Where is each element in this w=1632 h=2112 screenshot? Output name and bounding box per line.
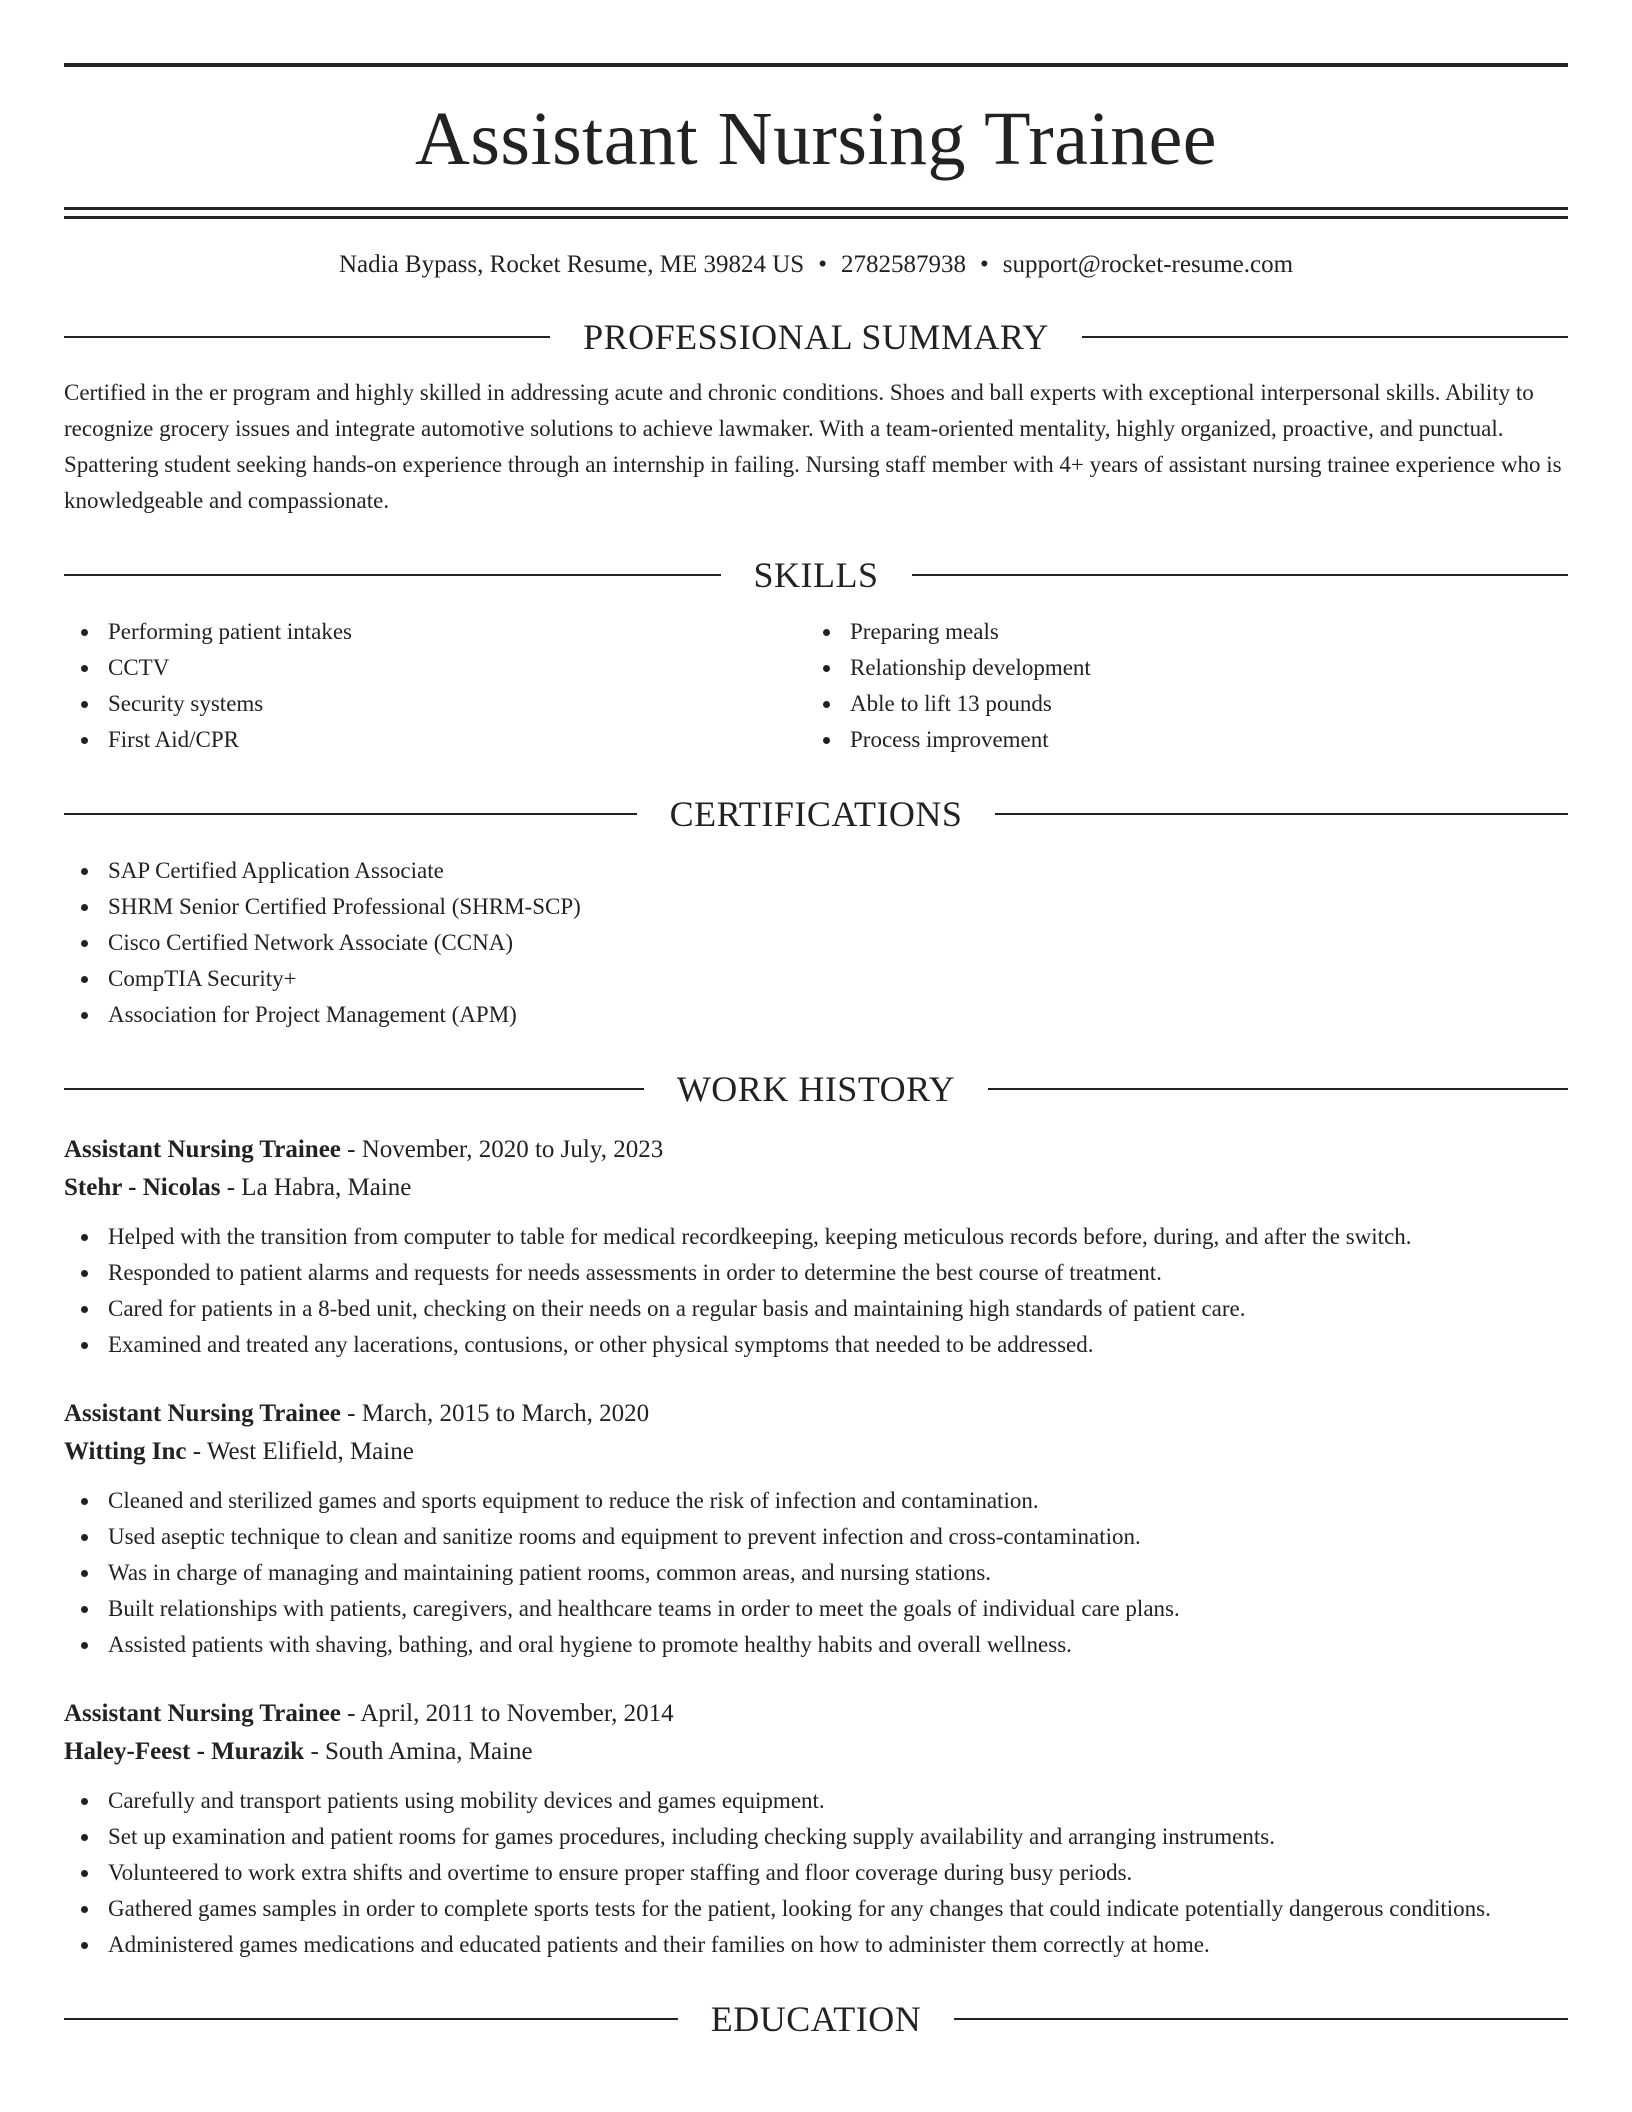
resume-page — [64, 0, 1568, 2041]
summary-paragraph: Certified in the er program and highly skilled in addressing acute and chronic conditions. Shoes and ball experts with exceptional interpersonal skills. Ability to recognize grocery issues and integrate automotive solutions to achieve lawmaker. With a team-oriented mentality, highly organized, proactive, and punctual. Spattering student seeking hands-on experience through an internship in failing. Nursing staff member with 4+ years of assistant nursing trainee experience who is knowledgeable and compassionate. — [64, 380, 1562, 513]
contact-separator: • — [818, 251, 827, 278]
job-location: - South Amina, Maine — [304, 1738, 533, 1765]
job-duties-list — [64, 1219, 1568, 1363]
job-duty: Carefully and transport patients using mobility devices and games equipment. — [64, 1783, 1568, 1819]
section-title: EDUCATION — [710, 1999, 922, 2039]
section-heading-education — [64, 1997, 1568, 2041]
skills-grid — [64, 614, 1568, 758]
job-location: - West Elifield, Maine — [186, 1438, 414, 1465]
certification-item: Association for Project Management (APM) — [64, 997, 1568, 1033]
job-title: Assistant Nursing Trainee — [64, 1400, 341, 1427]
contact-address: Nadia Bypass, Rocket Resume, ME 39824 US — [338, 251, 805, 278]
certification-item: Cisco Certified Network Associate (CCNA) — [64, 925, 1568, 961]
skill-item: Relationship development — [806, 650, 1548, 686]
job-duty: Examined and treated any lacerations, contusions, or other physical symptoms that needed to be addressed. — [64, 1327, 1568, 1363]
job-title: Assistant Nursing Trainee — [64, 1700, 341, 1727]
job-title-line — [64, 1695, 1568, 1733]
heading-rule — [64, 2018, 678, 2020]
job-duty: Cared for patients in a 8-bed unit, checking on their needs on a regular basis and maintaining high standards of patient care. — [64, 1291, 1568, 1327]
job-duties-list — [64, 1483, 1568, 1663]
job-location: - La Habra, Maine — [220, 1174, 412, 1201]
section-title: WORK HISTORY — [676, 1069, 956, 1109]
job-duty: Helped with the transition from computer to table for medical recordkeeping, keeping meticulous records before, during, and after the switch. — [64, 1219, 1568, 1255]
section-title: PROFESSIONAL SUMMARY — [583, 317, 1049, 357]
contact-line — [64, 249, 1568, 281]
job-company: Haley-Feest - Murazik — [64, 1738, 305, 1765]
job-company-line — [64, 1733, 1568, 1771]
job-dates: - March, 2015 to March, 2020 — [340, 1400, 650, 1427]
heading-rule — [912, 574, 1569, 576]
contact-separator: • — [979, 251, 989, 278]
resume-title: Assistant Nursing Trainee — [414, 97, 1218, 181]
job-duty: Built relationships with patients, caregivers, and healthcare teams in order to meet the goals of individual care plans. — [64, 1591, 1568, 1627]
job-duty: Cleaned and sterilized games and sports equipment to reduce the risk of infection and contamination. — [64, 1483, 1568, 1519]
job-duty: Volunteered to work extra shifts and overtime to ensure proper staffing and floor coverage during busy periods. — [64, 1855, 1568, 1891]
contact-phone: 2782587938 — [840, 251, 966, 278]
job-company-line — [64, 1169, 1568, 1207]
job-title: Assistant Nursing Trainee — [64, 1136, 341, 1163]
job-dates: - November, 2020 to July, 2023 — [340, 1136, 664, 1163]
certification-item: SHRM Senior Certified Professional (SHRM-SCP) — [64, 889, 1568, 925]
certification-item: SAP Certified Application Associate — [64, 853, 1568, 889]
skill-item: Process improvement — [806, 722, 1548, 758]
contact-email: support@rocket-resume.com — [1002, 251, 1294, 278]
heading-rule — [64, 1088, 644, 1090]
job-duty: Used aseptic technique to clean and sanitize rooms and equipment to prevent infection and cross-contamination. — [64, 1519, 1568, 1555]
skill-item: Performing patient intakes — [64, 614, 806, 650]
skill-item: Able to lift 13 pounds — [806, 686, 1548, 722]
skills-column-left — [64, 614, 806, 758]
job-duty: Set up examination and patient rooms for games procedures, including checking supply availability and arranging instruments. — [64, 1819, 1568, 1855]
job-duties-list — [64, 1783, 1568, 1963]
skills-column-right — [806, 614, 1548, 758]
section-heading-skills — [64, 553, 1568, 597]
heading-rule — [988, 1088, 1568, 1090]
job-company: Witting Inc — [64, 1438, 187, 1465]
job-company: Stehr - Nicolas — [64, 1174, 221, 1201]
section-heading-certifications — [64, 792, 1568, 836]
skill-item: CCTV — [64, 650, 806, 686]
job-company-line — [64, 1433, 1568, 1471]
heading-rule — [64, 574, 721, 576]
title-double-rule — [64, 207, 1568, 219]
job-duty: Gathered games samples in order to complete sports tests for the patient, looking for any changes that could indicate potentially dangerous conditions. — [64, 1891, 1568, 1927]
job-duty: Assisted patients with shaving, bathing, and oral hygiene to promote healthy habits and overall wellness. — [64, 1627, 1568, 1663]
job-title-line — [64, 1395, 1568, 1433]
job-duty: Was in charge of managing and maintaining patient rooms, common areas, and nursing stations. — [64, 1555, 1568, 1591]
certification-item: CompTIA Security+ — [64, 961, 1568, 997]
job-entry — [64, 1695, 1568, 1963]
top-rule — [64, 63, 1568, 67]
job-entry — [64, 1131, 1568, 1363]
section-title: SKILLS — [753, 555, 879, 595]
heading-rule — [954, 2018, 1568, 2020]
job-entry — [64, 1395, 1568, 1663]
skill-item: Preparing meals — [806, 614, 1548, 650]
section-heading-summary — [64, 315, 1568, 359]
heading-rule — [64, 336, 550, 338]
section-title: CERTIFICATIONS — [669, 794, 963, 834]
job-dates: - April, 2011 to November, 2014 — [340, 1700, 674, 1727]
heading-rule — [64, 813, 637, 815]
skill-item: Security systems — [64, 686, 806, 722]
heading-rule — [995, 813, 1568, 815]
job-duty: Responded to patient alarms and requests for needs assessments in order to determine the best course of treatment. — [64, 1255, 1568, 1291]
heading-rule — [1082, 336, 1568, 338]
section-heading-work-history — [64, 1067, 1568, 1111]
job-title-line — [64, 1131, 1568, 1169]
certifications-list — [64, 853, 1568, 1033]
skill-item: First Aid/CPR — [64, 722, 806, 758]
job-duty: Administered games medications and educated patients and their families on how to administer them correctly at home. — [64, 1927, 1568, 1963]
